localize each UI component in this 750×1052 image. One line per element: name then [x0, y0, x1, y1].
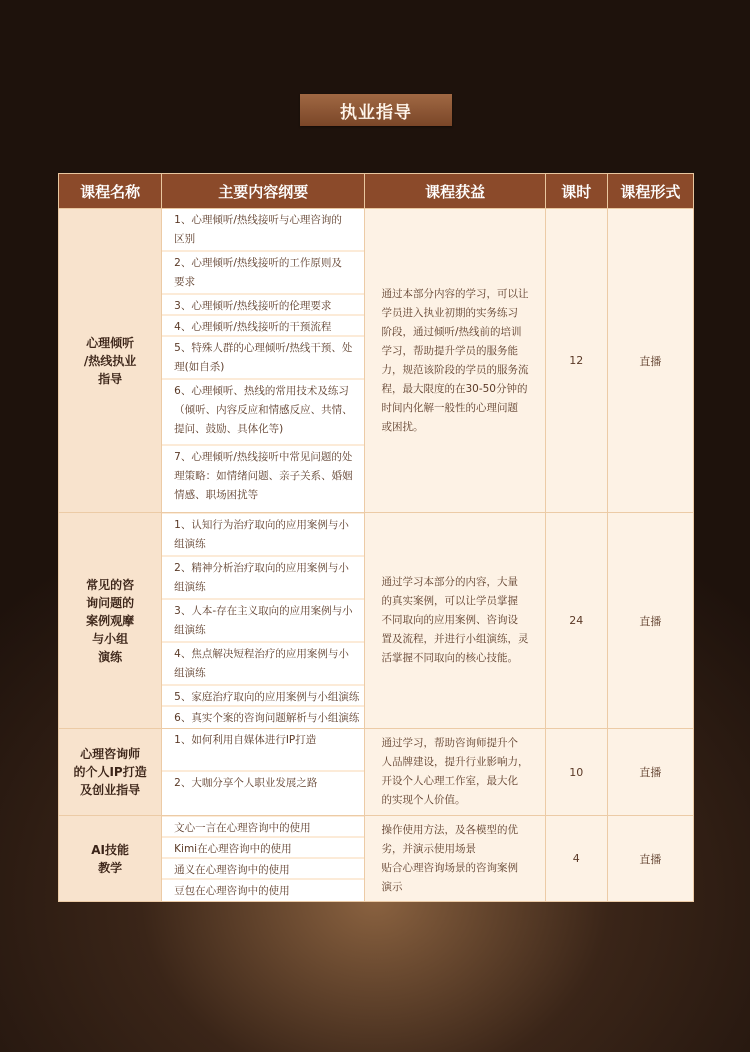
- format-cell: 直播: [607, 513, 693, 729]
- course-name-cell: AI技能 教学: [59, 816, 162, 902]
- outline-item: 2、心理倾听/热线接听的工作原则及 要求: [162, 252, 364, 295]
- format-cell: 直播: [607, 816, 693, 902]
- course-name-cell: 心理倾听 /热线执业 指导: [59, 209, 162, 513]
- header-format: 课程形式: [607, 174, 693, 209]
- outline-item: 1、认知行为治疗取向的应用案例与小 组演练: [162, 514, 364, 557]
- hours-cell: 24: [545, 513, 607, 729]
- outline-item: 7、心理倾听/热线接听中常见问题的处 理策略：如情绪问题、亲子关系、婚姻 情感、职场困扰等: [162, 446, 364, 512]
- outline-item: 4、心理倾听/热线接听的干预流程: [162, 316, 364, 337]
- outline-item: 3、人本-存在主义取向的应用案例与小 组演练: [162, 600, 364, 643]
- outline-cell: [162, 816, 365, 902]
- benefit-cell: 通过本部分内容的学习，可以让 学员进入执业初期的实务练习 阶段，通过倾听/热线前的培训 学习，帮助提升学员的服务能 力，规范该阶段的学员的服务流 程，最大限度的在30-50分钟的 时间内化解一般性的心理问题 或困扰。: [365, 209, 545, 513]
- header-hours: 课时: [545, 174, 607, 209]
- outline-item: 6、心理倾听、热线的常用技术及练习 （倾听、内容反应和情感反应、共情、 提问、鼓励、具体化等): [162, 380, 364, 446]
- course-table: [58, 173, 694, 902]
- outline-item: Kimi在心理咨询中的使用: [162, 838, 364, 859]
- outline-item: 豆包在心理咨询中的使用: [162, 880, 364, 901]
- format-cell: 直播: [607, 209, 693, 513]
- hours-cell: 4: [545, 816, 607, 902]
- page-title: 执业指导: [300, 94, 452, 126]
- benefit-cell: 操作使用方法，及各模型的优 劣，并演示使用场景 贴合心理咨询场景的咨询案例 演示: [365, 816, 545, 902]
- outline-item: 5、家庭治疗取向的应用案例与小组演练: [162, 686, 364, 707]
- format-cell: 直播: [607, 729, 693, 816]
- header-course-name: 课程名称: [59, 174, 162, 209]
- table-row: [59, 513, 694, 729]
- outline-item: 6、真实个案的咨询问题解析与小组演练: [162, 707, 364, 728]
- outline-cell: [162, 729, 365, 816]
- hours-cell: 12: [545, 209, 607, 513]
- header-outline: 主要内容纲要: [162, 174, 365, 209]
- table-header-row: [59, 174, 694, 209]
- outline-item: 2、精神分析治疗取向的应用案例与小 组演练: [162, 557, 364, 600]
- outline-item: 4、焦点解决短程治疗的应用案例与小 组演练: [162, 643, 364, 686]
- benefit-cell: 通过学习本部分的内容，大量 的真实案例，可以让学员掌握 不同取向的应用案例、咨询设 置及流程，并进行小组演练，灵 活掌握不同取向的核心技能。: [365, 513, 545, 729]
- header-benefit: 课程获益: [365, 174, 545, 209]
- outline-item: 2、大咖分享个人职业发展之路: [162, 772, 364, 815]
- outline-item: 文心一言在心理咨询中的使用: [162, 817, 364, 838]
- outline-item: 5、特殊人群的心理倾听/热线干预、处 理(如自杀): [162, 337, 364, 380]
- table-row: [59, 729, 694, 816]
- outline-item: 3、心理倾听/热线接听的伦理要求: [162, 295, 364, 316]
- outline-cell: [162, 513, 365, 729]
- course-name-cell: 常见的咨 询问题的 案例观摩 与小组 演练: [59, 513, 162, 729]
- table-row: [59, 816, 694, 902]
- hours-cell: 10: [545, 729, 607, 816]
- table-row: [59, 209, 694, 513]
- benefit-cell: 通过学习，帮助咨询师提升个 人品牌建设，提升行业影响力， 开设个人心理工作室，最大化 的实现个人价值。: [365, 729, 545, 816]
- outline-cell: [162, 209, 365, 513]
- outline-item: 1、如何利用自媒体进行IP打造: [162, 729, 364, 772]
- outline-item: 通义在心理咨询中的使用: [162, 859, 364, 880]
- course-name-cell: 心理咨询师 的个人IP打造 及创业指导: [59, 729, 162, 816]
- outline-item: 1、心理倾听/热线接听与心理咨询的 区别: [162, 209, 364, 252]
